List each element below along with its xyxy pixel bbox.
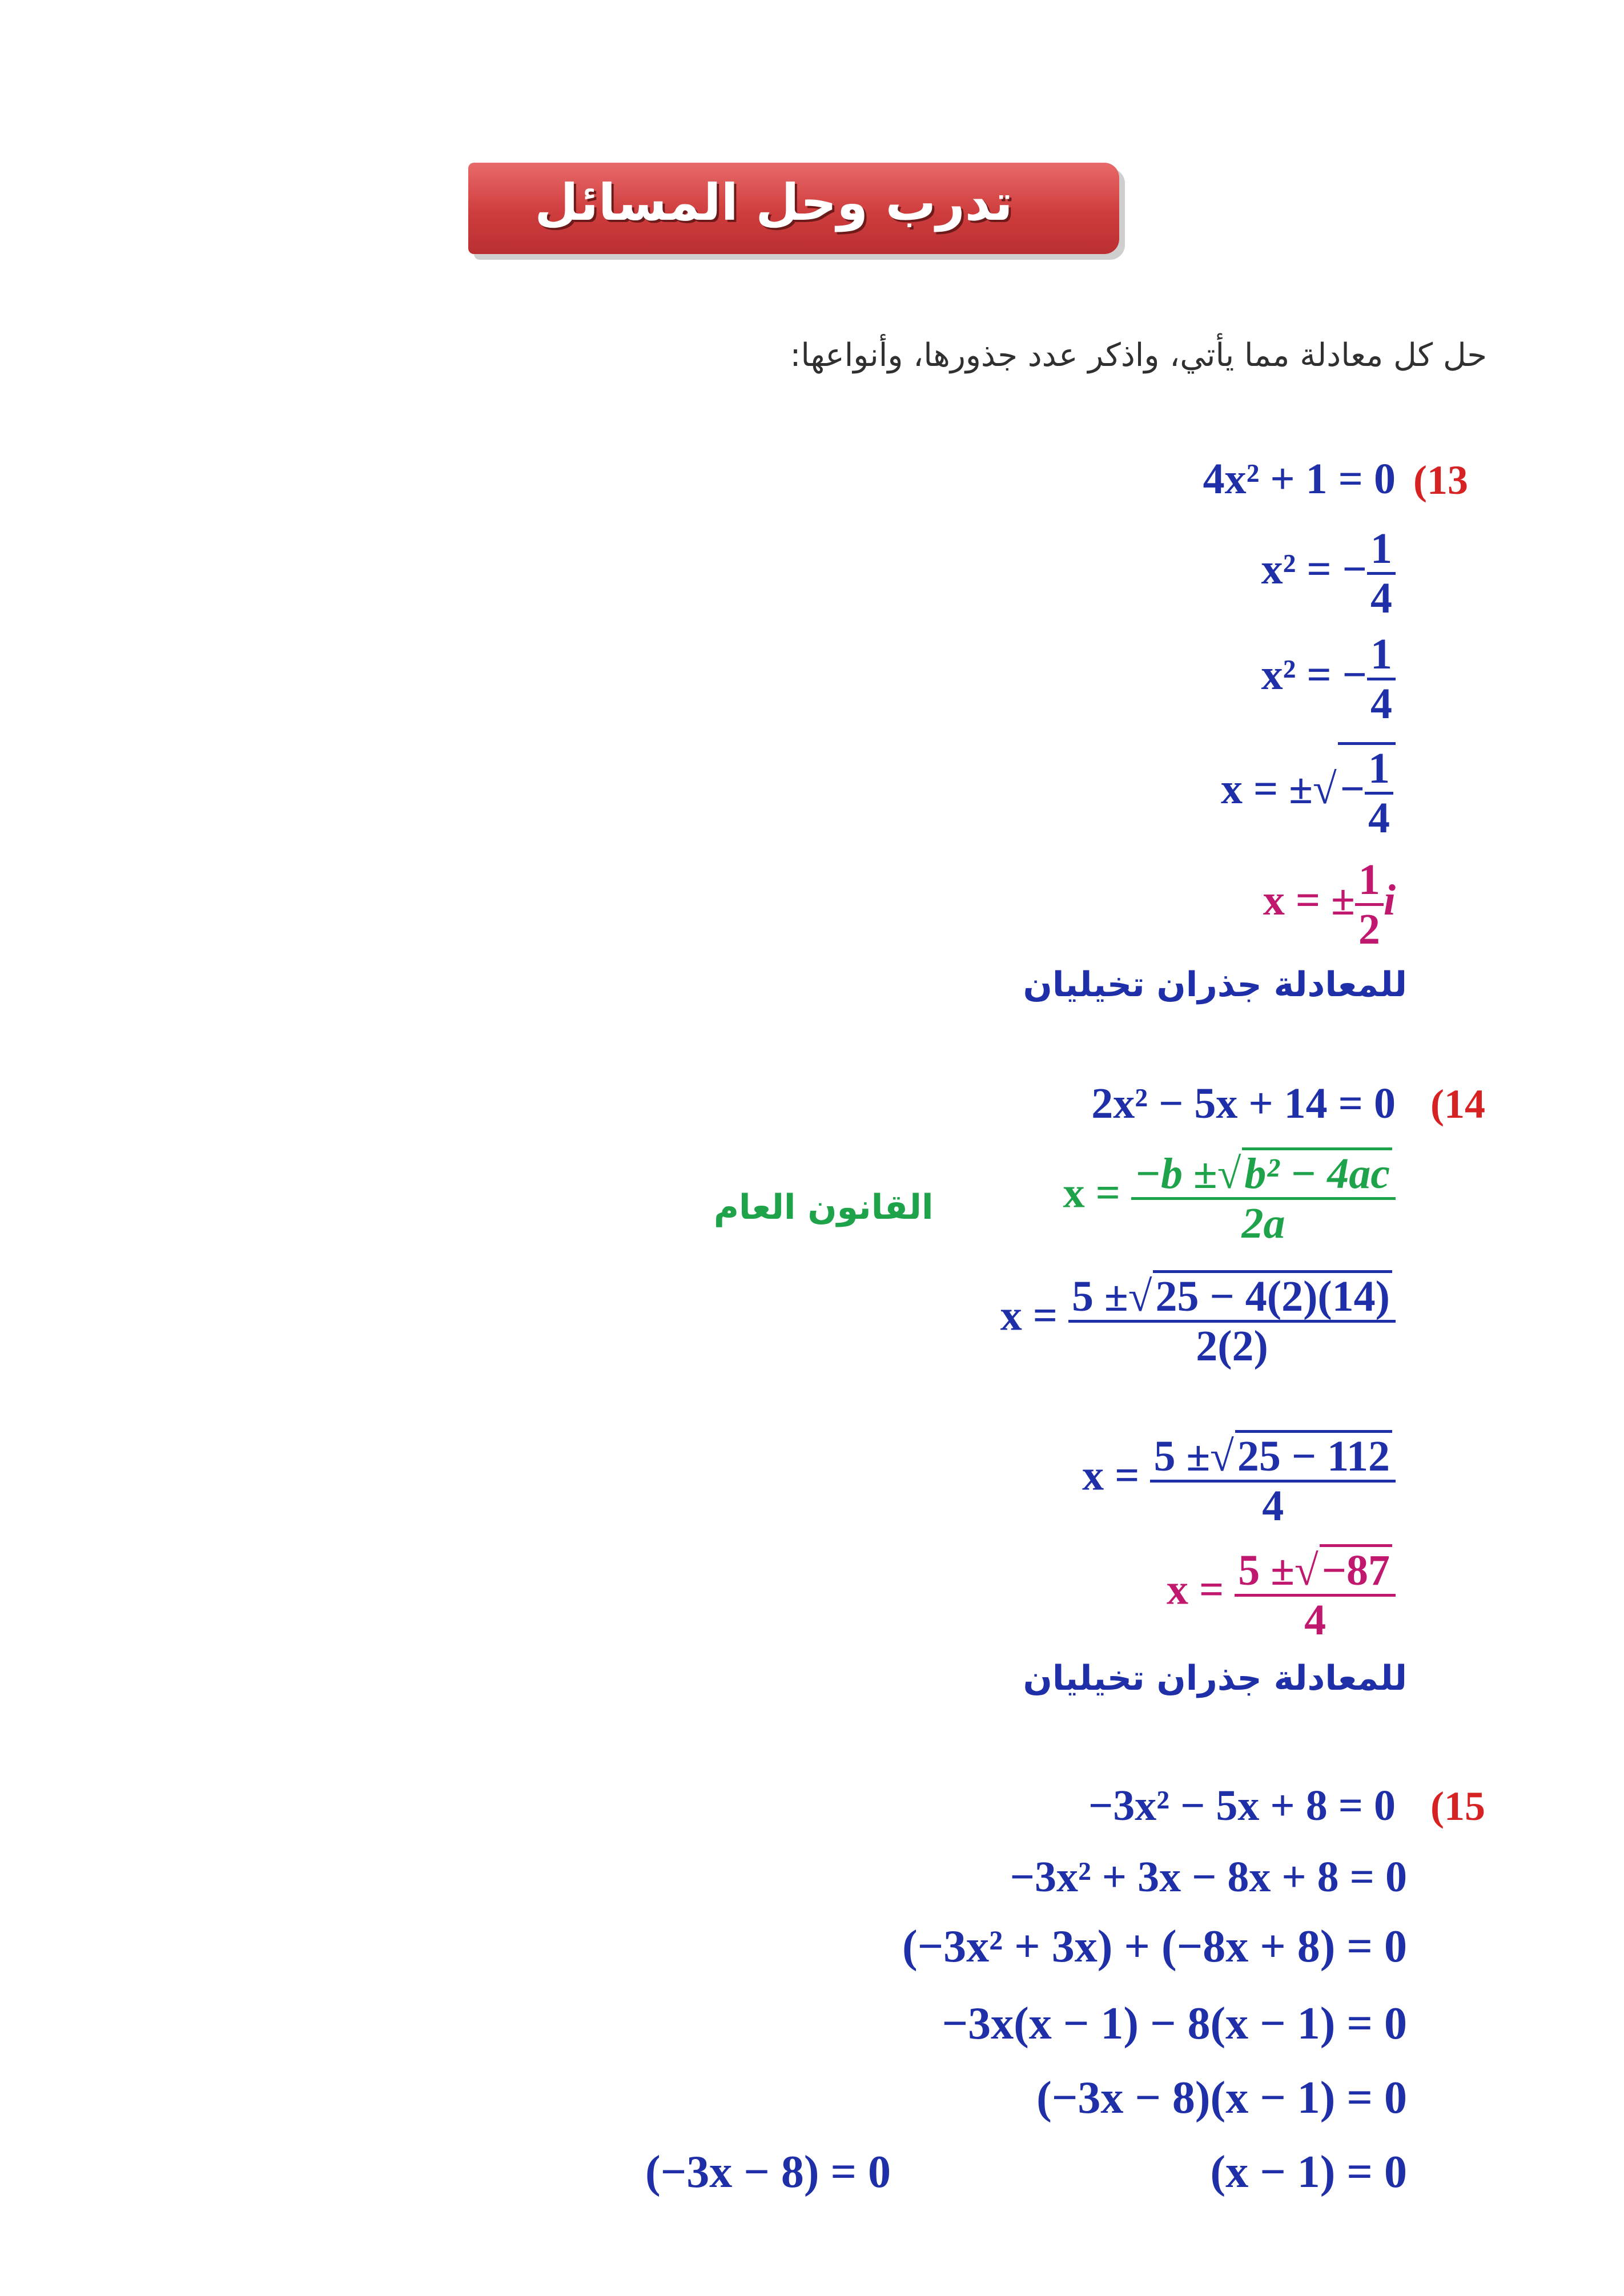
p14-line-2-denominator: 2(2): [1068, 1320, 1396, 1369]
radical-sign-icon: √: [1128, 1272, 1152, 1320]
p14-line-4-left: x =: [1166, 1565, 1224, 1614]
p13-line-2-denominator: 4: [1367, 572, 1396, 622]
radical-sign-icon: √: [1217, 1150, 1241, 1198]
p14-line-2: [1000, 1270, 1396, 1369]
p14-line-3-numerator-a: 5 ±: [1153, 1432, 1211, 1480]
p13-line-5-numerator: 1: [1358, 856, 1380, 904]
p14-formula-denominator: [1131, 1197, 1396, 1247]
p13-line-3-numerator: 1: [1370, 630, 1392, 678]
p14-formula: [1063, 1147, 1396, 1247]
p15-line-6-left: (−3x − 8) = 0: [645, 2147, 891, 2197]
p13-line-2-fraction: [1367, 525, 1396, 622]
p13-line-2-numerator: 1: [1370, 525, 1392, 573]
p14-line-2-numerator: [1068, 1270, 1396, 1320]
p14-line-2-radicand: 25 − 4(2)(14): [1153, 1270, 1392, 1320]
p13-line-1: 4x² + 1 = 0: [1203, 455, 1396, 503]
p14-formula-numerator-a: −b ±: [1134, 1150, 1217, 1198]
p14-line-4-denominator: 4: [1235, 1594, 1396, 1644]
p13-line-3: [1261, 631, 1396, 727]
p14-formula-numerator: [1131, 1147, 1396, 1197]
p14-line-2-fraction: [1068, 1270, 1396, 1369]
p14-line-4-numerator: [1235, 1544, 1396, 1594]
p14-line-3: [1082, 1430, 1396, 1529]
p14-conclusion: للمعادلة جذران تخيليان: [1023, 1658, 1407, 1698]
p13-line-5: [1263, 856, 1396, 953]
p15-line-3: (−3x² + 3x) + (−8x + 8) = 0: [902, 1922, 1407, 1972]
p13-line-5-fraction: [1355, 856, 1384, 953]
p15-line-5: (−3x − 8)(x − 1) = 0: [1036, 2073, 1407, 2123]
p13-line-5-denominator: 2: [1355, 903, 1384, 953]
p15-line-2: −3x² + 3x − 8x + 8 = 0: [1010, 1853, 1407, 1901]
p13-line-4-fraction: [1365, 745, 1393, 841]
p14-formula-radicand: [1242, 1147, 1392, 1197]
radical-sign-icon: √: [1312, 765, 1337, 813]
p13-line-4: [1221, 742, 1396, 841]
p13-line-4-radicand-sign: −: [1340, 765, 1365, 813]
instruction-text: حل كل معادلة مما يأتي، واذكر عدد جذورها، وأنواعها:: [790, 337, 1487, 374]
p14-line-3-left: x =: [1082, 1451, 1140, 1500]
problem-13-number: (13: [1413, 457, 1468, 503]
p14-formula-fraction: [1131, 1147, 1396, 1247]
p13-line-4-radicand: [1338, 742, 1396, 841]
problem-14-number: (14: [1430, 1081, 1485, 1127]
p14-formula-denominator-text: 2a: [1241, 1199, 1285, 1248]
p14-line-2-left: x =: [1000, 1291, 1058, 1340]
p14-line-3-denominator: 4: [1150, 1480, 1396, 1529]
p14-formula-radicand-text: b² − 4ac: [1244, 1150, 1390, 1198]
p14-line-4: [1167, 1544, 1396, 1644]
section-banner: [468, 163, 1119, 254]
p13-line-3-left: x² = −: [1261, 651, 1367, 699]
problem-15-number: (15: [1430, 1783, 1485, 1829]
p14-line-3-radicand: 25 − 112: [1235, 1430, 1392, 1480]
p13-line-4-denominator: 4: [1365, 792, 1393, 841]
p13-line-5-left: x = ±: [1263, 876, 1355, 925]
p14-line-3-fraction: [1150, 1430, 1396, 1529]
p15-line-4: −3x(x − 1) − 8(x − 1) = 0: [942, 1999, 1407, 2049]
p14-line-4-numerator-a: 5 ±: [1238, 1546, 1295, 1594]
p14-line-1: 2x² − 5x + 14 = 0: [1091, 1079, 1396, 1127]
p14-formula-left: x =: [1063, 1169, 1120, 1217]
p13-line-3-fraction: [1367, 631, 1396, 727]
p13-conclusion: للمعادلة جذران تخيليان: [1023, 965, 1407, 1005]
p14-line-3-numerator: [1150, 1430, 1396, 1480]
general-formula-label: القانون العام: [714, 1187, 934, 1227]
p14-line-4-fraction: [1235, 1544, 1396, 1644]
p13-line-4-numerator: 1: [1368, 744, 1390, 792]
p13-line-2-left: x² = −: [1261, 545, 1367, 594]
p15-line-1: −3x² − 5x + 8 = 0: [1088, 1782, 1396, 1830]
radical-sign-icon: √: [1294, 1546, 1319, 1594]
p13-line-3-denominator: 4: [1367, 678, 1396, 727]
p13-line-4-left: x = ±: [1220, 765, 1313, 813]
p15-line-6-right: (x − 1) = 0: [1210, 2147, 1407, 2197]
section-title: تدرب وحل المسائل: [534, 173, 1013, 232]
radical-sign-icon: √: [1210, 1432, 1234, 1480]
p14-line-2-numerator-a: 5 ±: [1072, 1272, 1128, 1320]
p13-line-2: [1261, 525, 1396, 622]
p14-line-4-radicand: −87: [1320, 1544, 1392, 1594]
p13-line-5-imaginary-unit: i: [1383, 876, 1396, 925]
